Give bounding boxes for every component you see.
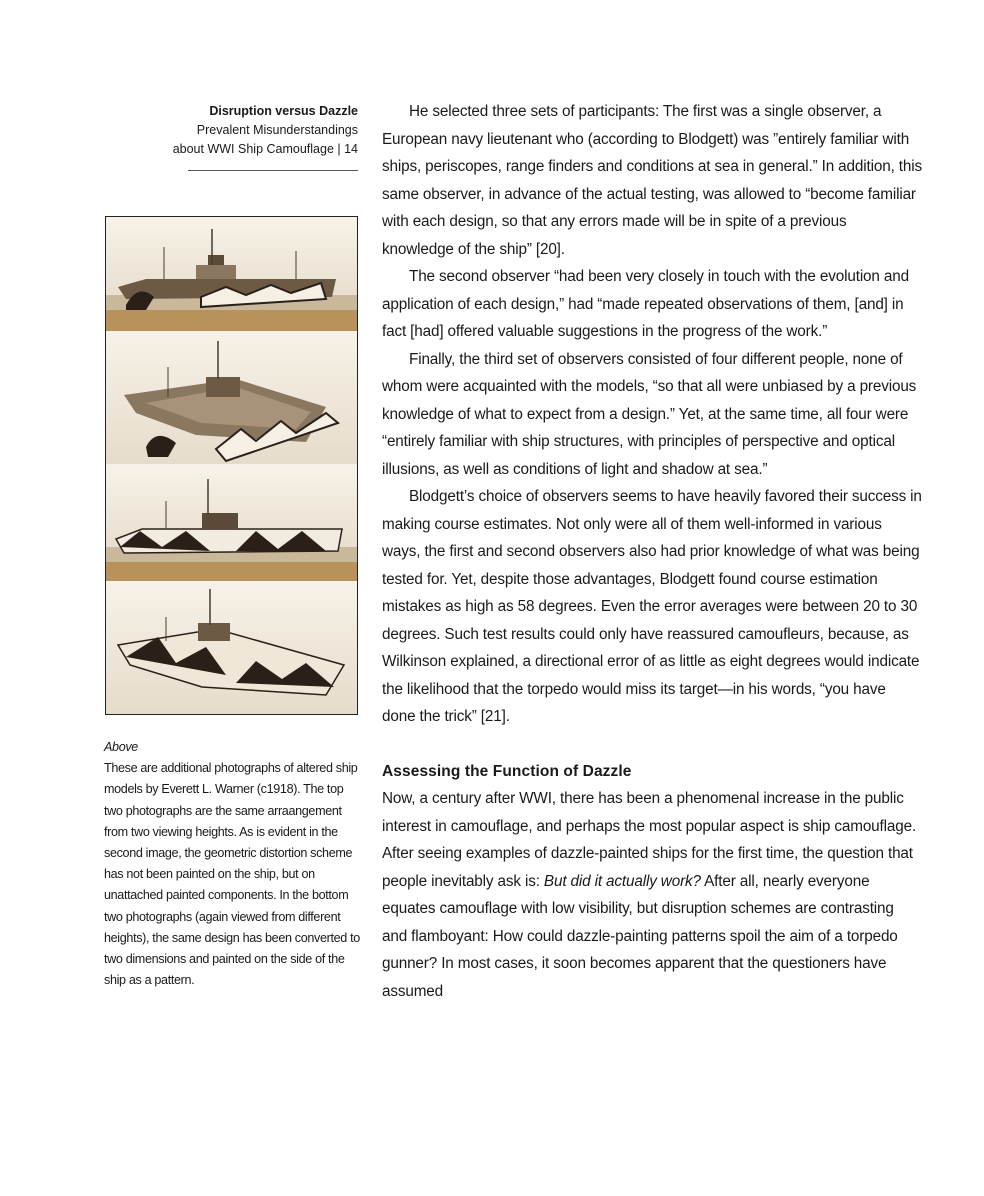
running-header-title: Disruption versus Dazzle bbox=[209, 104, 358, 118]
caption-text: These are additional photographs of altered ship models by Everett L. Warner (c1918). The top two photographs are the same arraangement from two viewing heights. As is evident in the second image, the geometric distortion scheme has not been painted on the ship, but on unattached painted components. In the bottom two photographs (again viewed from different heights), the same design has been converted to two dimensions and painted on the side of the ship as a pattern. bbox=[104, 761, 360, 988]
paragraph-2: The second observer “had been very closely in touch with the evolution and application of each design,” had “made repeated observations of them, [and] in fact [had] offered valuable suggestions in the progress of the work.” bbox=[382, 268, 909, 340]
photo-1-sepia-band bbox=[106, 310, 357, 331]
caption-lead: Above bbox=[104, 740, 138, 754]
header-rule bbox=[188, 170, 358, 171]
running-header-subtitle-1: Prevalent Misunderstandings bbox=[196, 123, 358, 137]
section-heading: Assessing the Function of Dazzle bbox=[382, 762, 632, 780]
paragraph-5-part-b: After all, nearly everyone equates camouflage with low visibility, but disruption schemes are contrasting and flamboyant: How could dazzle-painting patterns spoil the aim of a torpedo gunner? In most cases, it soon becomes apparent that the questioners have assumed bbox=[382, 872, 898, 1000]
running-header bbox=[150, 102, 358, 159]
paragraph-4: Blodgett’s choice of observers seems to have heavily favored their success in making course estimates. Not only were all of them well-informed in various ways, the first and second observers also had prior knowledge of what was being tested for. Yet, despite those advantages, Blodgett found course estimation mistakes as high as 58 degrees. Even the error averages were between 20 to 30 degrees. Such test results could only have reassured camoufleurs, because, as Wilkinson explained, a directional error of as little as eight degrees would indicate the likelihood that the torpedo would miss its target—in his words, “you have done the trick” [21]. bbox=[382, 488, 922, 725]
photo-caption bbox=[104, 737, 360, 991]
article-body bbox=[382, 98, 922, 1005]
photo-4-ship-model-high-view bbox=[106, 581, 357, 714]
photo-2-ship-model-high-view bbox=[106, 331, 357, 464]
paragraph-5-part-a: Now, a century after WWI, there has been a phenomenal increase in the public interest in camouflage, and perhaps the most popular aspect is ship camouflage. After seeing examples of dazzle-painted ships for the first time, the question that people inevitably ask is: bbox=[382, 790, 917, 890]
paragraph-3: Finally, the third set of observers consisted of four different people, none of whom were acquainted with the models, “so that all were unbiased by a previous knowledge of what to expect from a design.” Yet, at the same time, all four were “entirely familiar with ship structures, with principles of perspective and optical illusions, as well as conditions of light and shadow at sea.” bbox=[382, 350, 917, 478]
paragraph-5-emphasis: But did it actually work? bbox=[543, 872, 701, 890]
running-header-subtitle-2: about WWI Ship Camouflage | 14 bbox=[172, 142, 358, 156]
paragraph-1: He selected three sets of participants: The first was a single observer, a European navy lieutenant who (according to Blodgett) was ”entirely familiar with ships, periscopes, range finders and conditions at sea in general.” In addition, this same observer, in advance of the actual testing, was allowed to “become familiar with each design, so that any errors made will be in spite of a previous knowledge of the ship” [20]. bbox=[382, 103, 922, 258]
ship-model-photographs bbox=[105, 216, 358, 715]
paragraph-5 bbox=[382, 785, 922, 1005]
photo-1-ship-model-top bbox=[106, 217, 357, 310]
photo-3-ship-model-side bbox=[106, 464, 357, 562]
photo-3-sepia-band bbox=[106, 562, 357, 581]
